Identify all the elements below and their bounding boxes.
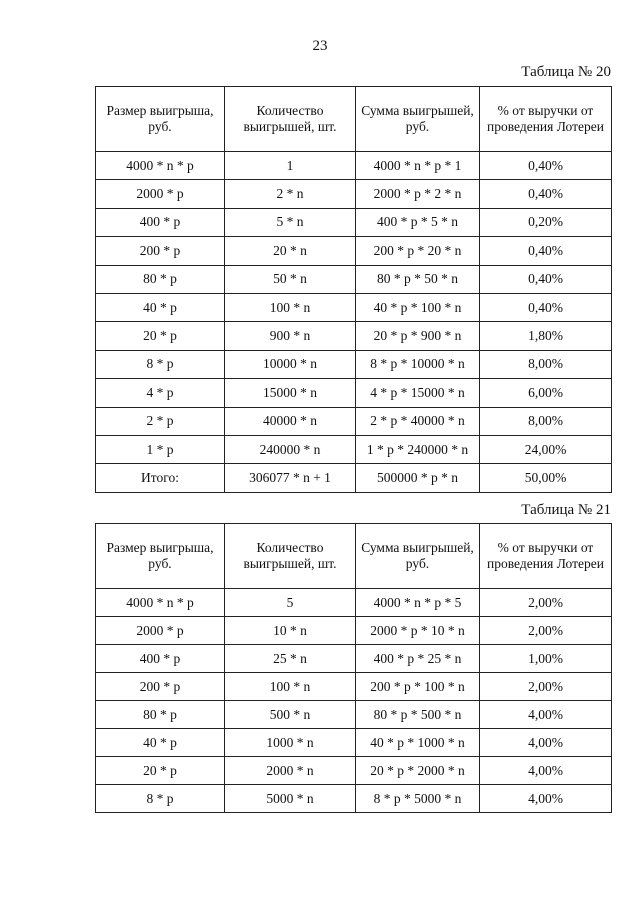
header-revenue-percent: % от выручки от проведения Лотереи (480, 87, 612, 152)
cell-prize-sum: 20 * p * 2000 * n (356, 757, 480, 785)
cell-revenue-percent: 1,80% (480, 322, 612, 350)
cell-prize-size: 40 * p (96, 293, 225, 321)
cell-revenue-percent: 2,00% (480, 589, 612, 617)
cell-prize-sum: 2 * p * 40000 * n (356, 407, 480, 435)
table-row (96, 350, 612, 378)
cell-prize-count: 50 * n (225, 265, 356, 293)
cell-prize-sum: 4000 * n * p * 1 (356, 152, 480, 180)
cell-revenue-percent: 4,00% (480, 785, 612, 813)
cell-prize-sum: 400 * p * 25 * n (356, 645, 480, 673)
cell-prize-count: 15000 * n (225, 379, 356, 407)
cell-revenue-percent: 0,40% (480, 265, 612, 293)
cell-prize-sum: 2000 * p * 10 * n (356, 617, 480, 645)
header-prize-sum: Сумма выигрышей, руб. (356, 87, 480, 152)
page-number: 23 (312, 38, 328, 54)
cell-prize-count: 1 (225, 152, 356, 180)
table-row (96, 729, 612, 757)
table-header-row (96, 87, 612, 152)
cell-prize-size: 4 * p (96, 379, 225, 407)
cell-prize-size: 40 * p (96, 729, 225, 757)
cell-prize-sum: 40 * p * 1000 * n (356, 729, 480, 757)
cell-revenue-percent: 2,00% (480, 617, 612, 645)
cell-prize-size: 400 * p (96, 645, 225, 673)
cell-prize-size: 200 * p (96, 237, 225, 265)
cell-revenue-percent: 0,40% (480, 237, 612, 265)
cell-revenue-percent: 4,00% (480, 729, 612, 757)
cell-revenue-percent: 1,00% (480, 645, 612, 673)
cell-revenue-percent: 0,20% (480, 208, 612, 236)
cell-prize-count: 900 * n (225, 322, 356, 350)
table-header-row (96, 524, 612, 589)
table-row (96, 379, 612, 407)
table-row (96, 322, 612, 350)
table-row (96, 407, 612, 435)
cell-prize-count: 25 * n (225, 645, 356, 673)
header-prize-count: Количество выигрышей, шт. (225, 524, 356, 589)
cell-prize-count: 5000 * n (225, 785, 356, 813)
cell-prize-count: 5 (225, 589, 356, 617)
cell-prize-count: 2000 * n (225, 757, 356, 785)
cell-prize-size: 4000 * n * p (96, 589, 225, 617)
cell-revenue-percent: 4,00% (480, 701, 612, 729)
cell-prize-sum: 4000 * n * p * 5 (356, 589, 480, 617)
table-row (96, 673, 612, 701)
cell-prize-size: 2000 * p (96, 180, 225, 208)
cell-prize-size: 20 * p (96, 757, 225, 785)
cell-prize-size: 400 * p (96, 208, 225, 236)
cell-prize-sum: 8 * p * 10000 * n (356, 350, 480, 378)
cell-prize-size: 4000 * n * p (96, 152, 225, 180)
table-row (96, 701, 612, 729)
table-row (96, 265, 612, 293)
header-prize-size: Размер выигрыша, руб. (96, 524, 225, 589)
cell-prize-sum: 1 * p * 240000 * n (356, 435, 480, 463)
cell-prize-sum: 400 * p * 5 * n (356, 208, 480, 236)
cell-prize-count: 40000 * n (225, 407, 356, 435)
cell-prize-count: 10000 * n (225, 350, 356, 378)
cell-prize-size: 1 * p (96, 435, 225, 463)
cell-revenue-percent: 50,00% (480, 464, 612, 492)
table-row (96, 435, 612, 463)
cell-prize-count: 100 * n (225, 673, 356, 701)
cell-prize-size: 2000 * p (96, 617, 225, 645)
cell-prize-count: 20 * n (225, 237, 356, 265)
table-row (96, 293, 612, 321)
table-row (96, 208, 612, 236)
cell-prize-size: 2 * p (96, 407, 225, 435)
prize-table-21 (95, 523, 612, 813)
table-caption-20: Таблица № 20 (521, 64, 611, 80)
cell-prize-sum: 200 * p * 100 * n (356, 673, 480, 701)
cell-prize-sum: 8 * p * 5000 * n (356, 785, 480, 813)
header-revenue-percent: % от выручки от проведения Лотереи (480, 524, 612, 589)
cell-prize-count: 10 * n (225, 617, 356, 645)
cell-prize-size: 8 * p (96, 350, 225, 378)
cell-prize-size: 200 * p (96, 673, 225, 701)
cell-prize-sum: 200 * p * 20 * n (356, 237, 480, 265)
cell-prize-sum: 4 * p * 15000 * n (356, 379, 480, 407)
cell-prize-sum: 80 * p * 500 * n (356, 701, 480, 729)
cell-prize-sum: 20 * p * 900 * n (356, 322, 480, 350)
cell-prize-sum: 2000 * p * 2 * n (356, 180, 480, 208)
cell-prize-count: 100 * n (225, 293, 356, 321)
cell-prize-sum: 40 * p * 100 * n (356, 293, 480, 321)
cell-revenue-percent: 4,00% (480, 757, 612, 785)
cell-prize-size: 8 * p (96, 785, 225, 813)
cell-revenue-percent: 0,40% (480, 180, 612, 208)
cell-prize-sum: 500000 * p * n (356, 464, 480, 492)
table-row (96, 589, 612, 617)
table-row (96, 464, 612, 492)
cell-prize-sum: 80 * p * 50 * n (356, 265, 480, 293)
table-row (96, 785, 612, 813)
table-caption-21: Таблица № 21 (521, 502, 611, 518)
cell-prize-count: 240000 * n (225, 435, 356, 463)
header-prize-count: Количество выигрышей, шт. (225, 87, 356, 152)
header-prize-sum: Сумма выигрышей, руб. (356, 524, 480, 589)
cell-prize-count: 500 * n (225, 701, 356, 729)
table-row (96, 617, 612, 645)
cell-revenue-percent: 6,00% (480, 379, 612, 407)
cell-prize-size: 20 * p (96, 322, 225, 350)
table-row (96, 180, 612, 208)
cell-prize-count: 5 * n (225, 208, 356, 236)
cell-prize-size: Итого: (96, 464, 225, 492)
table-row (96, 237, 612, 265)
cell-revenue-percent: 24,00% (480, 435, 612, 463)
cell-revenue-percent: 2,00% (480, 673, 612, 701)
header-prize-size: Размер выигрыша, руб. (96, 87, 225, 152)
table-row (96, 152, 612, 180)
table-row (96, 757, 612, 785)
cell-prize-count: 1000 * n (225, 729, 356, 757)
prize-table-20 (95, 86, 612, 493)
cell-prize-count: 306077 * n + 1 (225, 464, 356, 492)
cell-prize-size: 80 * p (96, 265, 225, 293)
cell-revenue-percent: 0,40% (480, 152, 612, 180)
cell-revenue-percent: 0,40% (480, 293, 612, 321)
cell-prize-size: 80 * p (96, 701, 225, 729)
table-row (96, 645, 612, 673)
cell-revenue-percent: 8,00% (480, 407, 612, 435)
cell-prize-count: 2 * n (225, 180, 356, 208)
cell-revenue-percent: 8,00% (480, 350, 612, 378)
